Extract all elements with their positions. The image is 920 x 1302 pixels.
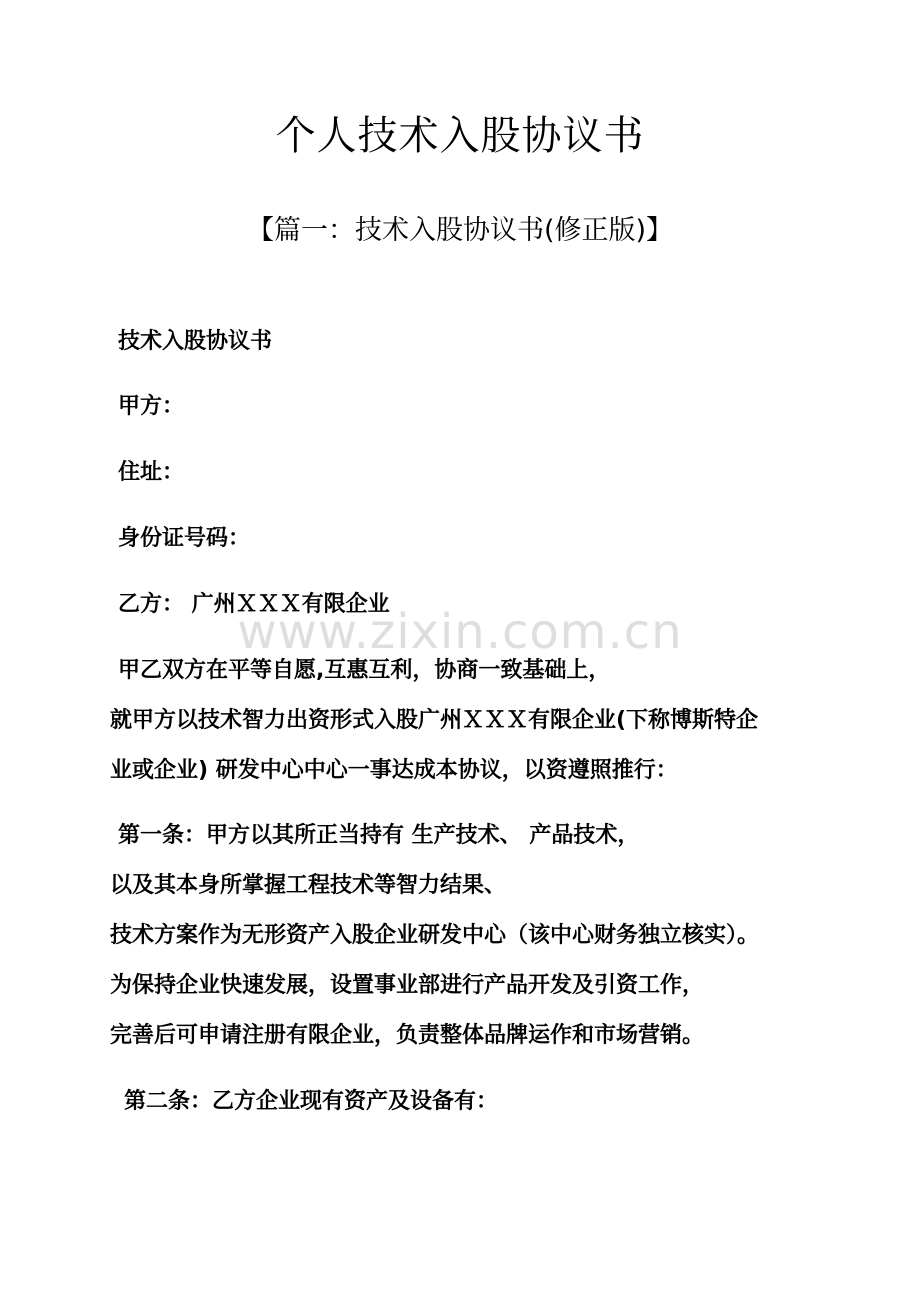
article-1-line-2: 以及其本身所掌握工程技术等智力结果、 [110, 873, 507, 898]
document-title: 个人技术入股协议书 [275, 113, 645, 159]
document-subtitle: 【篇一：技术入股协议书(修正版)】 [246, 215, 674, 246]
paragraph-intro-line-3: 业或企业) 研发中心中心一事达成本协议，以资遵照推行： [110, 758, 678, 783]
article-2-line-1: 第二条：乙方企业现有资产及设备有： [124, 1089, 499, 1114]
field-id-number: 身份证号码： [118, 526, 251, 551]
article-1-line-1: 第一条：甲方以其所正当持有 生产技术、 产品技术， [118, 823, 640, 848]
article-1-line-5: 完善后可申请注册有限企业，负责整体品牌运作和市场营销。 [110, 1023, 705, 1048]
article-1-line-4: 为保持企业快速发展，设置事业部进行产品开发及引资工作， [110, 973, 705, 998]
paragraph-intro-line-1: 甲乙双方在平等自愿,互惠互利，协商一致基础上， [118, 658, 611, 683]
heading-agreement: 技术入股协议书 [118, 329, 273, 354]
field-address: 住址： [118, 460, 185, 485]
paragraph-intro-line-2: 就甲方以技术智力出资形式入股广州ＸＸＸ有限企业(下称博斯特企 [110, 708, 759, 733]
article-1-line-3: 技术方案作为无形资产入股企业研发中心（该中心财务独立核实）。 [110, 923, 760, 948]
watermark-text: www.zixin.com.cn [237, 604, 683, 660]
field-party-a: 甲方： [118, 394, 185, 419]
field-party-b: 乙方： 广州ＸＸＸ有限企业 [118, 592, 390, 617]
